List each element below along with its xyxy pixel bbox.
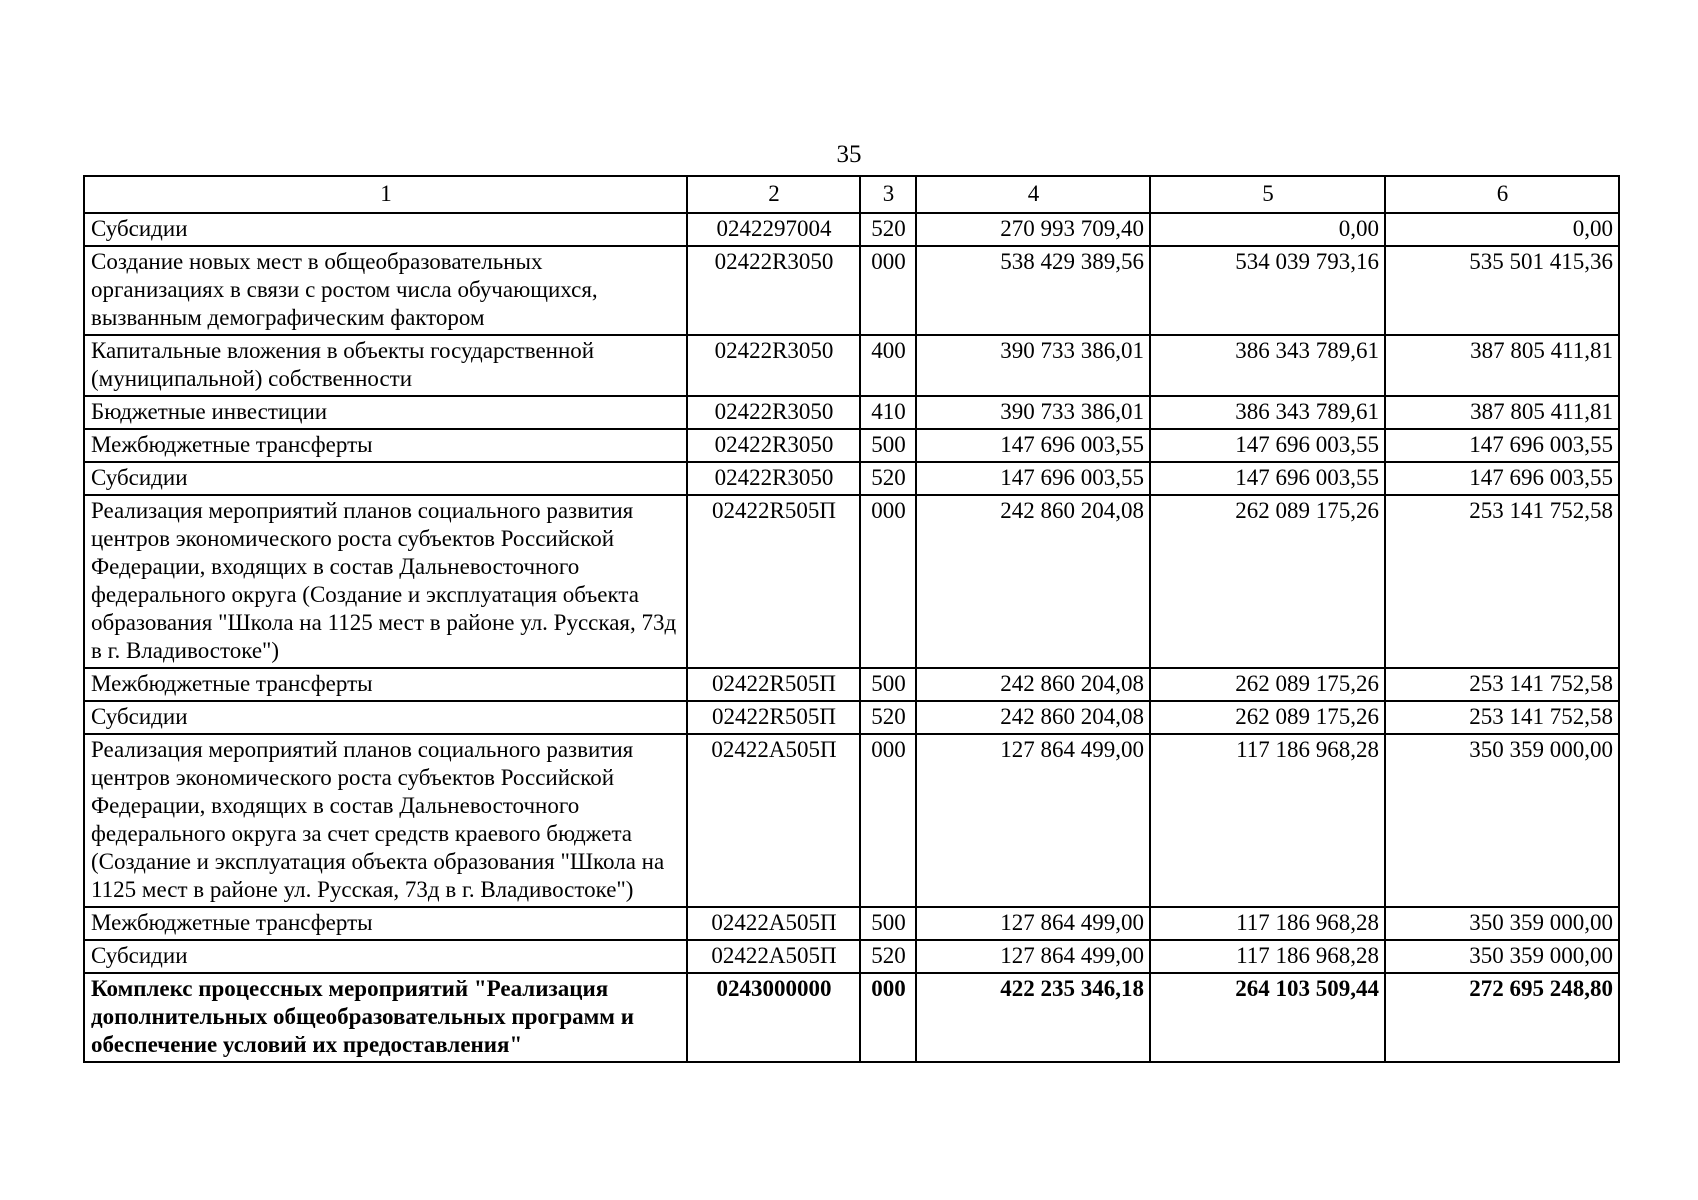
row-name: Межбюджетные трансферты — [84, 668, 687, 701]
row-amount-6: 147 696 003,55 — [1385, 429, 1619, 462]
row-amount-5: 117 186 968,28 — [1150, 734, 1385, 907]
row-amount-5: 386 343 789,61 — [1150, 396, 1385, 429]
row-name: Субсидии — [84, 940, 687, 973]
table-row-subtotal — [84, 973, 1619, 1062]
row-expense-type: 000 — [860, 495, 916, 668]
row-amount-4: 242 860 204,08 — [916, 495, 1150, 668]
row-expense-type: 500 — [860, 668, 916, 701]
row-amount-4: 127 864 499,00 — [916, 940, 1150, 973]
table-row — [84, 429, 1619, 462]
row-amount-5: 534 039 793,16 — [1150, 246, 1385, 335]
row-amount-4: 147 696 003,55 — [916, 462, 1150, 495]
table-row — [84, 495, 1619, 668]
row-expense-type: 000 — [860, 734, 916, 907]
table-row — [84, 396, 1619, 429]
row-amount-6: 0,00 — [1385, 213, 1619, 246]
column-number-row — [84, 176, 1619, 213]
row-amount-5: 264 103 509,44 — [1150, 973, 1385, 1062]
row-name: Субсидии — [84, 462, 687, 495]
row-expense-type: 000 — [860, 246, 916, 335]
column-number-5: 5 — [1150, 176, 1385, 213]
row-amount-6: 350 359 000,00 — [1385, 907, 1619, 940]
row-name: Реализация мероприятий планов социального развития центров экономического роста субъектов Российской Федерации, входящих в состав Дальневосточного федерального округа (Создание и эксплуатация объекта образования "Школа на 1125 мест в районе ул. Русская, 73д в г. Владивостоке") — [84, 495, 687, 668]
row-code: 02422А505П — [687, 940, 860, 973]
row-amount-5: 147 696 003,55 — [1150, 429, 1385, 462]
row-amount-5: 117 186 968,28 — [1150, 907, 1385, 940]
row-expense-type: 520 — [860, 462, 916, 495]
table-row — [84, 734, 1619, 907]
table-row — [84, 907, 1619, 940]
table-row — [84, 462, 1619, 495]
row-expense-type: 520 — [860, 940, 916, 973]
column-number-3: 3 — [860, 176, 916, 213]
row-name: Межбюджетные трансферты — [84, 907, 687, 940]
row-amount-6: 387 805 411,81 — [1385, 396, 1619, 429]
row-amount-5: 262 089 175,26 — [1150, 701, 1385, 734]
row-amount-6: 387 805 411,81 — [1385, 335, 1619, 396]
row-amount-6: 253 141 752,58 — [1385, 668, 1619, 701]
row-code: 02422R505П — [687, 495, 860, 668]
row-name: Капитальные вложения в объекты государственной (муниципальной) собственности — [84, 335, 687, 396]
row-amount-5: 147 696 003,55 — [1150, 462, 1385, 495]
row-expense-type: 520 — [860, 213, 916, 246]
row-code: 02422R3050 — [687, 462, 860, 495]
row-amount-5: 386 343 789,61 — [1150, 335, 1385, 396]
row-amount-6: 253 141 752,58 — [1385, 701, 1619, 734]
row-amount-4: 270 993 709,40 — [916, 213, 1150, 246]
column-number-4: 4 — [916, 176, 1150, 213]
row-name: Субсидии — [84, 213, 687, 246]
page-number: 35 — [836, 141, 862, 168]
row-code: 0243000000 — [687, 973, 860, 1062]
budget-table — [83, 175, 1620, 1063]
column-number-1: 1 — [84, 176, 687, 213]
row-amount-4: 127 864 499,00 — [916, 734, 1150, 907]
table-row — [84, 668, 1619, 701]
row-name: Создание новых мест в общеобразовательных организациях в связи с ростом числа обучающихся, вызванным демографическим фактором — [84, 246, 687, 335]
table-row — [84, 213, 1619, 246]
row-amount-6: 535 501 415,36 — [1385, 246, 1619, 335]
column-number-6: 6 — [1385, 176, 1619, 213]
row-name: Реализация мероприятий планов социального развития центров экономического роста субъектов Российской Федерации, входящих в состав Дальневосточного федерального округа за счет средств краевого бюджета (Создание и эксплуатация объекта образования "Школа на 1125 мест в районе ул. Русская, 73д в г. Владивостоке") — [84, 734, 687, 907]
row-amount-4: 242 860 204,08 — [916, 701, 1150, 734]
row-code: 02422R3050 — [687, 429, 860, 462]
row-amount-4: 390 733 386,01 — [916, 396, 1150, 429]
row-expense-type: 500 — [860, 429, 916, 462]
row-amount-4: 242 860 204,08 — [916, 668, 1150, 701]
row-amount-6: 272 695 248,80 — [1385, 973, 1619, 1062]
row-amount-5: 262 089 175,26 — [1150, 495, 1385, 668]
row-amount-4: 390 733 386,01 — [916, 335, 1150, 396]
row-code: 02422R3050 — [687, 396, 860, 429]
row-code: 02422R505П — [687, 701, 860, 734]
row-code: 02422R3050 — [687, 246, 860, 335]
row-amount-5: 262 089 175,26 — [1150, 668, 1385, 701]
column-number-2: 2 — [687, 176, 860, 213]
row-name: Субсидии — [84, 701, 687, 734]
row-amount-6: 350 359 000,00 — [1385, 734, 1619, 907]
row-amount-4: 147 696 003,55 — [916, 429, 1150, 462]
table-row — [84, 335, 1619, 396]
row-expense-type: 000 — [860, 973, 916, 1062]
row-code: 02422А505П — [687, 907, 860, 940]
row-amount-6: 147 696 003,55 — [1385, 462, 1619, 495]
row-code: 0242297004 — [687, 213, 860, 246]
table-row — [84, 246, 1619, 335]
row-amount-4: 127 864 499,00 — [916, 907, 1150, 940]
row-expense-type: 410 — [860, 396, 916, 429]
row-amount-6: 350 359 000,00 — [1385, 940, 1619, 973]
row-amount-4: 422 235 346,18 — [916, 973, 1150, 1062]
row-expense-type: 520 — [860, 701, 916, 734]
row-code: 02422А505П — [687, 734, 860, 907]
table-row — [84, 701, 1619, 734]
row-amount-6: 253 141 752,58 — [1385, 495, 1619, 668]
row-name: Межбюджетные трансферты — [84, 429, 687, 462]
row-amount-5: 0,00 — [1150, 213, 1385, 246]
row-amount-5: 117 186 968,28 — [1150, 940, 1385, 973]
row-name: Комплекс процессных мероприятий "Реализация дополнительных общеобразовательных программ и обеспечение условий их предоставления" — [84, 973, 687, 1062]
row-expense-type: 500 — [860, 907, 916, 940]
row-expense-type: 400 — [860, 335, 916, 396]
row-name: Бюджетные инвестиции — [84, 396, 687, 429]
table-row — [84, 940, 1619, 973]
row-amount-4: 538 429 389,56 — [916, 246, 1150, 335]
row-code: 02422R505П — [687, 668, 860, 701]
row-code: 02422R3050 — [687, 335, 860, 396]
